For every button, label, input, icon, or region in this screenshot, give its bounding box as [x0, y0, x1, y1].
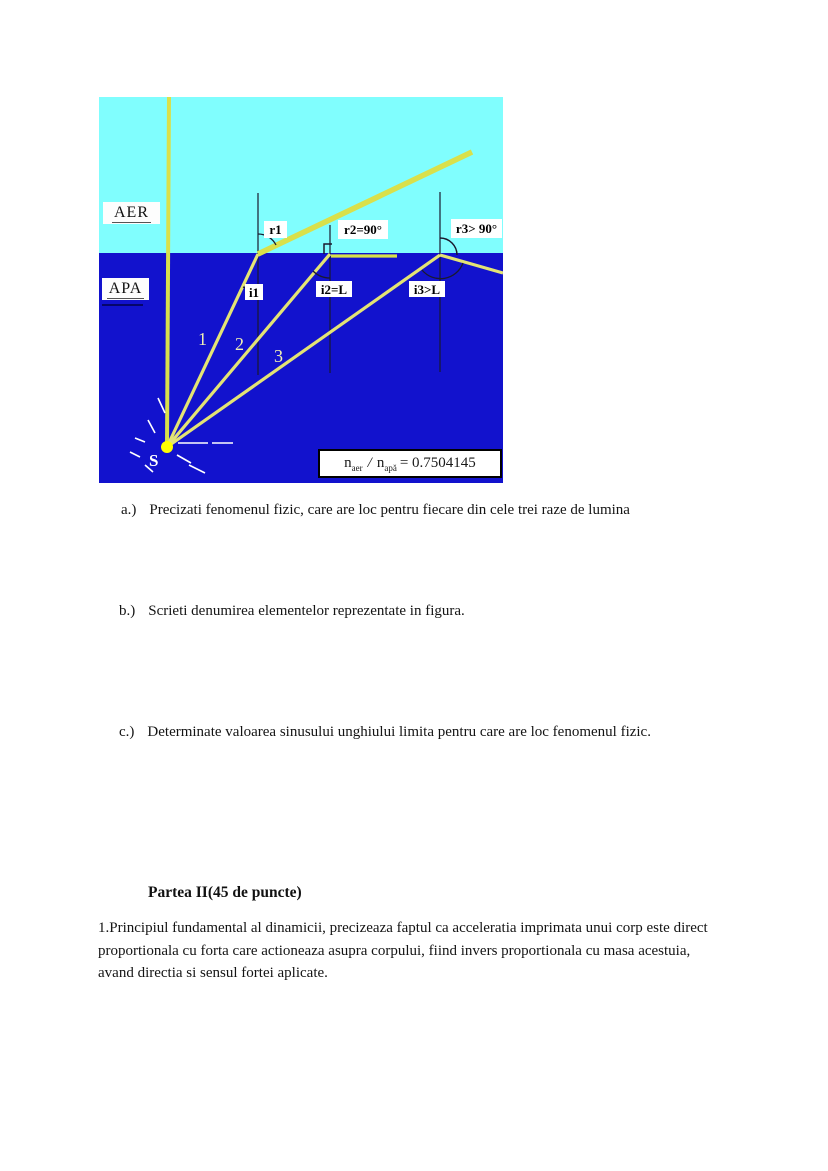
air-medium-label: AER	[103, 202, 160, 224]
paragraph-line-3: avand directia si sensul fortei aplicate.	[98, 965, 328, 981]
right-angle-mark-r2	[324, 244, 332, 254]
angle-label-r1: r1	[264, 221, 287, 238]
refractive-index-formula	[318, 449, 502, 478]
paragraph-line-1: 1.Principiul fundamental al dinamicii, precizeaza faptul ca acceleratia imprimata unui corp este direct	[98, 920, 708, 936]
angle-label-r2: r2=90°	[338, 220, 388, 239]
ray-number-3: 3	[274, 346, 283, 366]
question-a-text: Precizati fenomenul fizic, care are loc pentru fiecare din cele trei raze de lumina	[149, 502, 630, 518]
question-b-marker: b.)	[119, 603, 136, 619]
light-source-dot	[161, 441, 173, 453]
angle-arc-r3	[440, 238, 457, 255]
question-c-marker: c.)	[119, 724, 135, 740]
paragraph-line-2: proportionala cu forta care actioneaza asupra corpului, fiind invers proportionala cu masa acestuia,	[98, 942, 691, 959]
vertical-ray	[167, 97, 169, 447]
angle-label-i2: i2=L	[316, 281, 352, 297]
angle-arc-i3	[422, 263, 463, 279]
angle-label-i3: i3>L	[409, 281, 445, 297]
question-b-text: Scrieti denumirea elementelor reprezentate in figura.	[148, 603, 465, 619]
formula-n-water: $n_{apă}$	[376, 454, 397, 473]
angle-label-i1: i1	[245, 284, 263, 300]
refraction-figure	[99, 97, 503, 483]
formula-n-air: $n_{aer}$	[344, 454, 363, 473]
water-medium-label: APA	[102, 278, 149, 300]
ray-number-2: 2	[235, 334, 244, 354]
source-label: S	[149, 451, 159, 470]
question-a	[121, 502, 630, 519]
formula-slash: /	[367, 455, 372, 471]
question-c	[119, 724, 651, 741]
question-c-text: Determinate valoarea sinusului unghiului limita pentru care are loc fenomenul fizic.	[147, 724, 651, 740]
formula-result: = 0.7504145	[399, 455, 476, 471]
reflected-ray-3	[440, 255, 503, 273]
incident-ray-1	[167, 254, 258, 447]
principle-paragraph	[98, 917, 738, 985]
ray-number-1: 1	[198, 329, 207, 349]
water-label-underline	[102, 304, 143, 306]
question-a-marker: a.)	[121, 502, 137, 518]
question-b	[119, 603, 465, 620]
angle-label-r3: r3> 90°	[451, 219, 502, 238]
section-heading: Partea II(45 de puncte)	[148, 884, 302, 901]
